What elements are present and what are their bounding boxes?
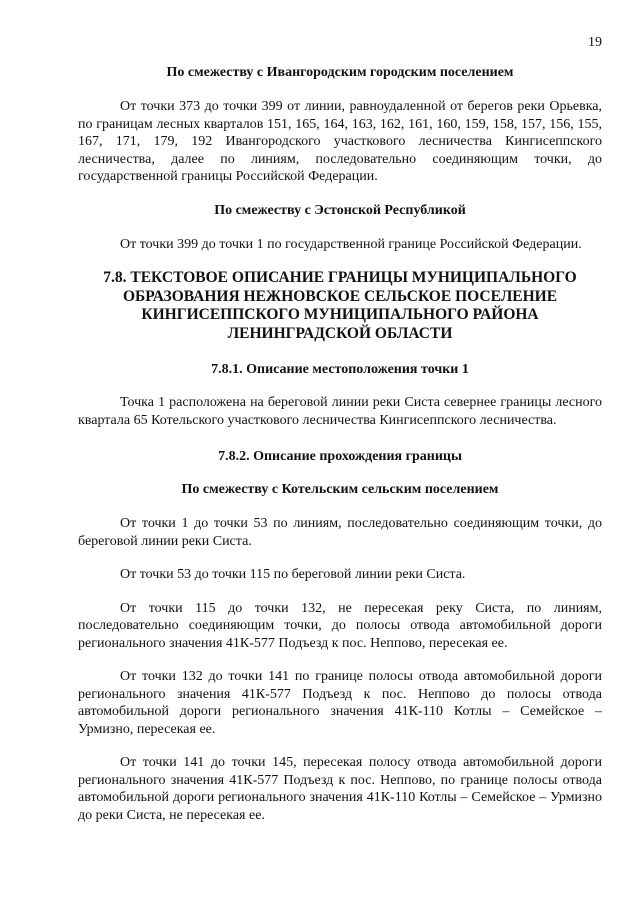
chapter-heading-line: ОБРАЗОВАНИЯ НЕЖНОВСКОЕ СЕЛЬСКОЕ ПОСЕЛЕНИЕ bbox=[122, 287, 558, 305]
paragraph-estonia: От точки 399 до точки 1 по государственной границе Российской Федерации. bbox=[120, 236, 582, 252]
document-body bbox=[78, 64, 602, 824]
paragraph-points-115-132: От точки 115 до точки 132, не пересекая реку Систа, по линиям, последовательно соединяющим точки, до полосы отвода автомобильной дороги регионального значения 41К-577 Подъезд к пос. Неппово, пересекая ее. bbox=[78, 600, 602, 651]
subsection-heading-7-8-2: 7.8.2. Описание прохождения границы bbox=[218, 449, 462, 464]
chapter-heading-line: ЛЕНИНГРАДСКОЙ ОБЛАСТИ bbox=[227, 324, 453, 342]
page-number: 19 bbox=[588, 35, 602, 50]
section-heading-kotelsky: По смежеству с Котельским сельским поселением bbox=[181, 482, 499, 497]
paragraph-ivangorod: От точки 373 до точки 399 от линии, равноудаленной от берегов реки Орьевка, по границам лесных кварталов 151, 165, 164, 163, 162, 161, 160, 159, 158, 157, 156, 155, 167, 171, 179, 192 Ивангородского участкового лесничества Кингисеппского лесничества, далее по линиям, последовательно соединяющим точки, до государственной границы Российской Федерации. bbox=[78, 99, 602, 184]
chapter-heading-line: КИНГИСЕППСКОГО МУНИЦИПАЛЬНОГО РАЙОНА bbox=[141, 306, 539, 323]
chapter-heading-7-8 bbox=[78, 269, 602, 343]
section-heading-ivangorod: По смежеству с Ивангородским городским поселением bbox=[166, 65, 514, 80]
section-heading-estonia: По смежеству с Эстонской Республикой bbox=[214, 202, 466, 218]
paragraph-points-53-115: От точки 53 до точки 115 по береговой линии реки Систа. bbox=[120, 567, 466, 582]
paragraph-points-132-141: От точки 132 до точки 141 по границе полосы отвода автомобильной дороги регионального значения 41К-577 Подъезд к пос. Неппово до полосы отвода автомобильной дороги регионального значения 41К-110 Котлы – Семейское – Урмизно, пересекая ее. bbox=[78, 669, 602, 737]
subsection-heading-7-8-1: 7.8.1. Описание местоположения точки 1 bbox=[211, 362, 469, 377]
paragraph-point-1: Точка 1 расположена на береговой линии реки Систа севернее границы лесного квартала 65 Котельского участкового лесничества Кингисеппского лесничества. bbox=[78, 395, 602, 428]
chapter-heading-line: 7.8. ТЕКСТОВОЕ ОПИСАНИЕ ГРАНИЦЫ МУНИЦИПАЛЬНОГО bbox=[103, 269, 577, 286]
paragraph-points-141-145: От точки 141 до точки 145, пересекая полосу отвода автомобильной дороги регионального значения 41К-577 Подъезд к пос. Неппово, по границе полосы отвода автомобильной дороги регионального значения 41К-110 Котлы – Семейское – Урмизно до реки Систа, не пересекая ее. bbox=[78, 755, 602, 823]
paragraph-points-1-53: От точки 1 до точки 53 по линиям, последовательно соединяющим точки, до береговой линии реки Систа. bbox=[78, 516, 602, 549]
